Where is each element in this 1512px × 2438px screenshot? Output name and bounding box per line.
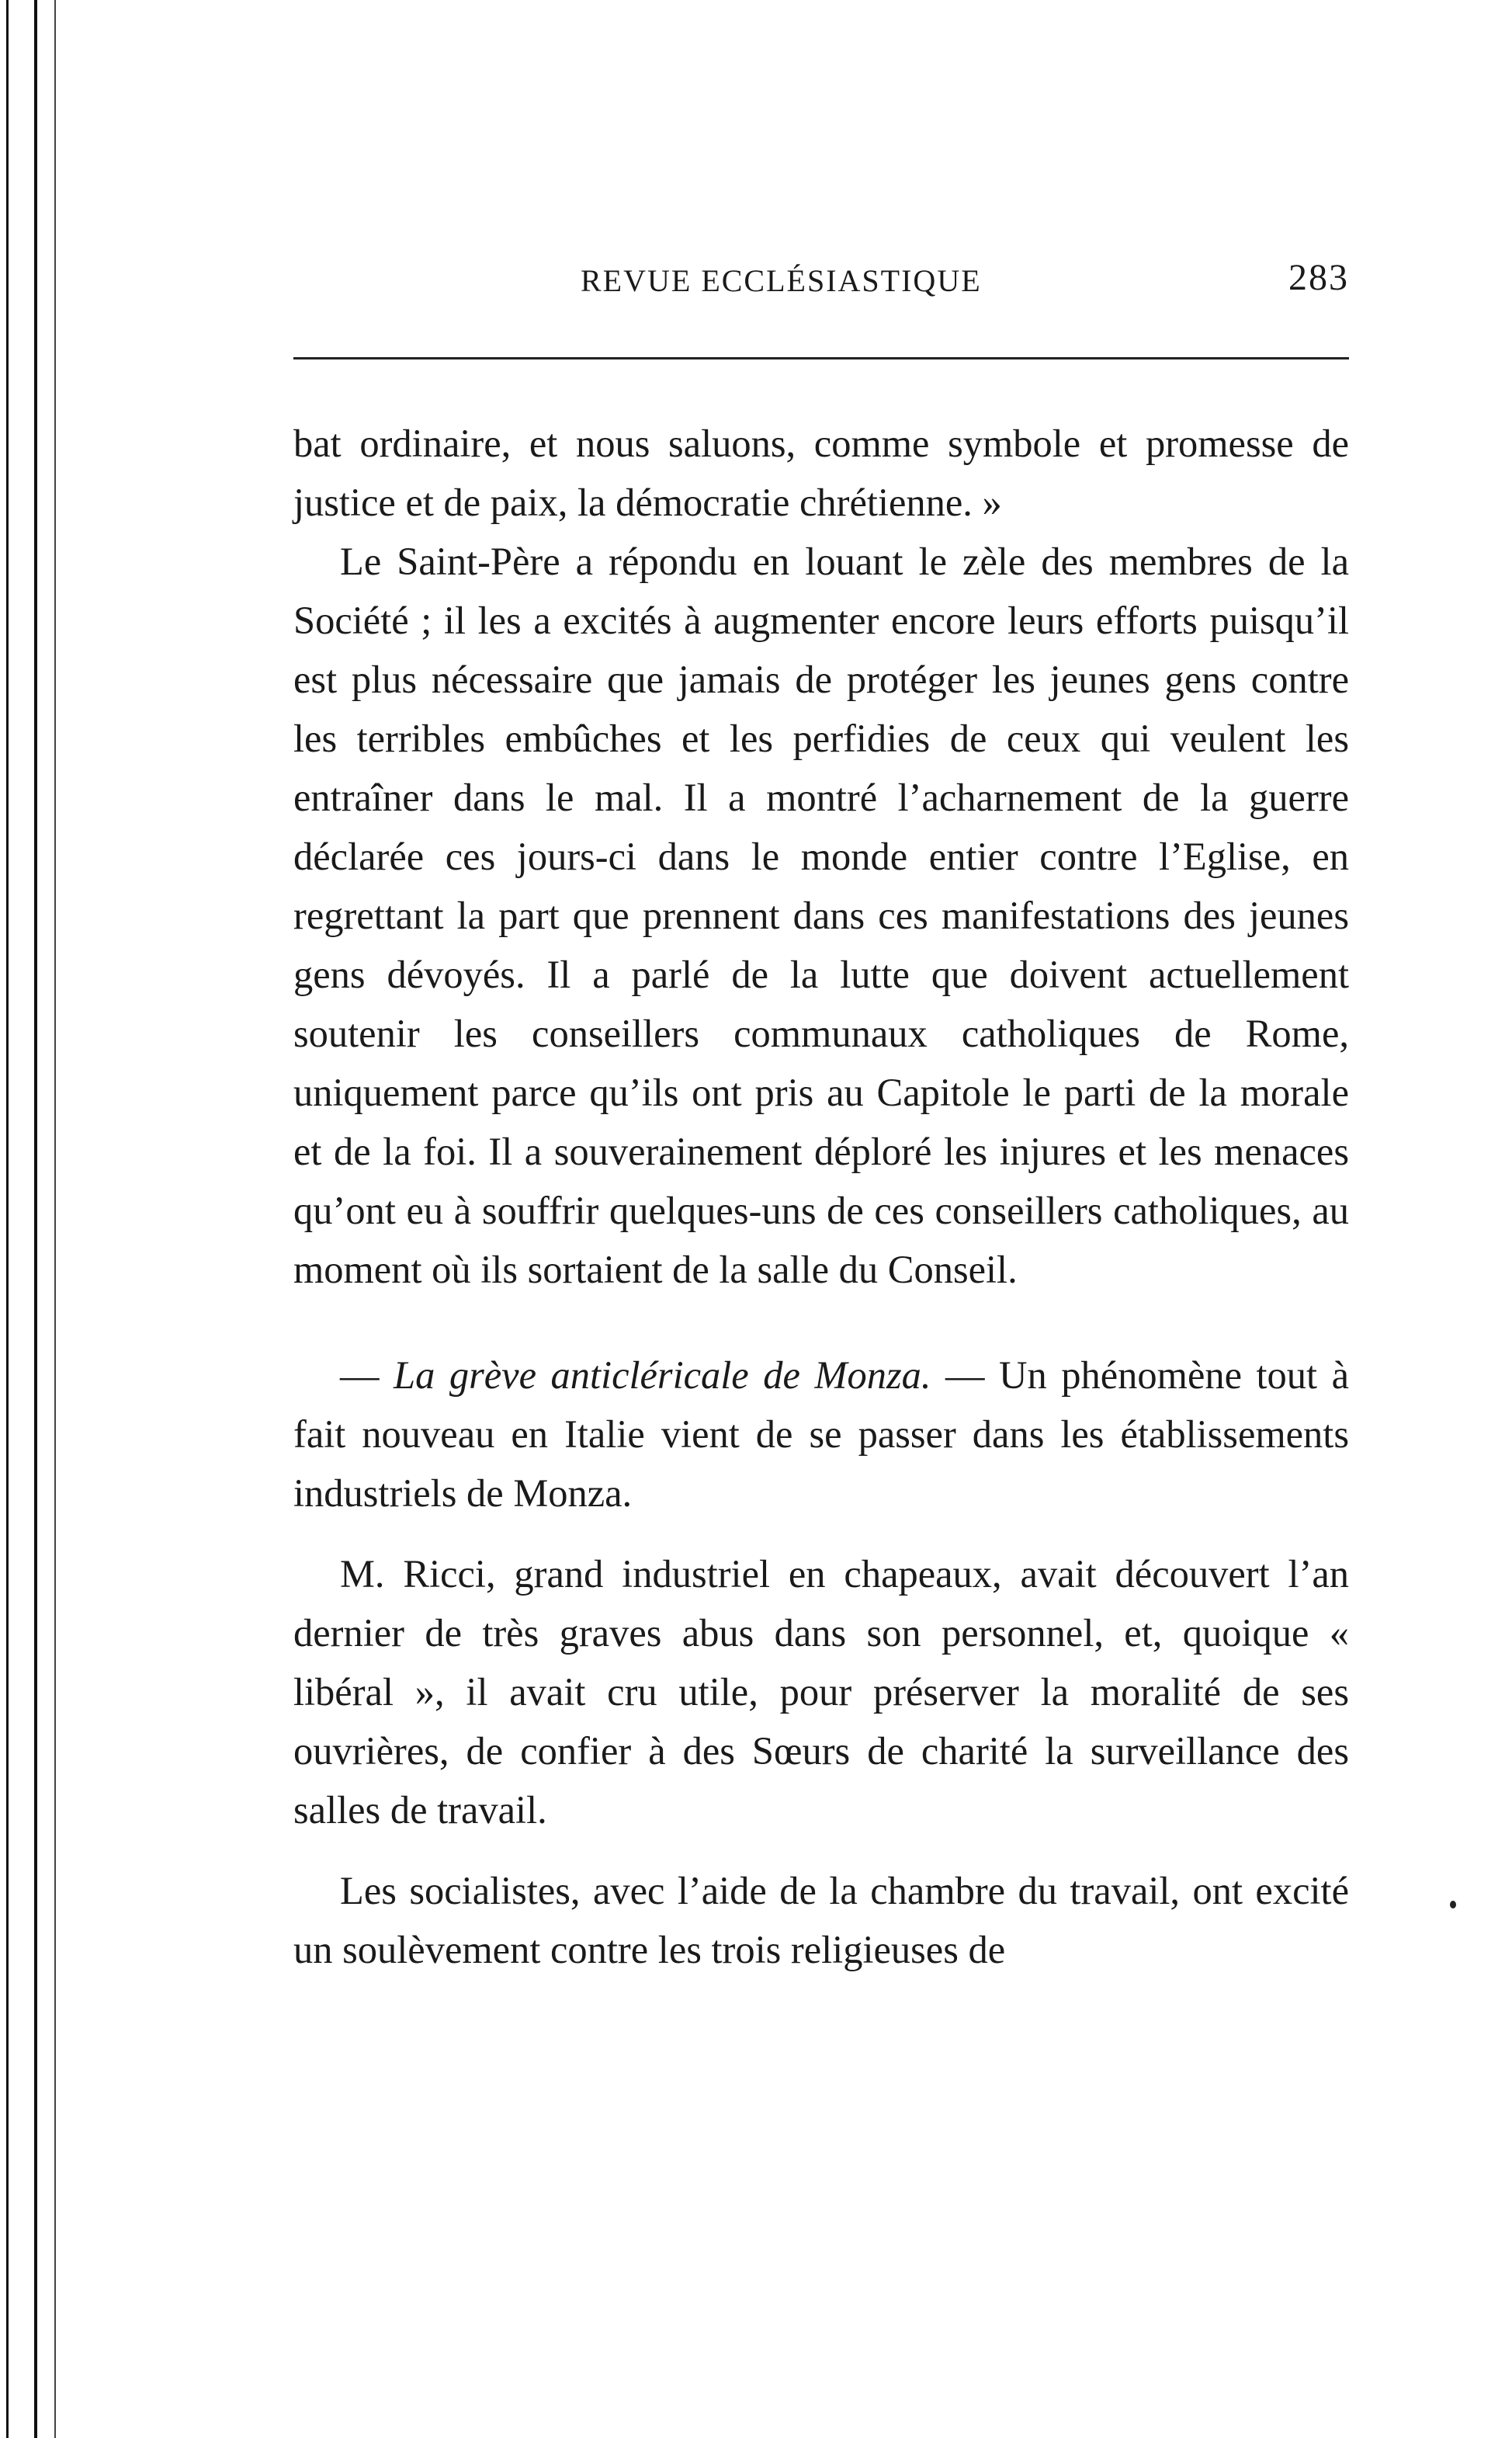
paragraph: bat ordinaire, et nous saluons, comme symbole et promesse de justice et de paix, la démocratie chrétienne. » [293,422,1349,524]
page-header [293,233,1349,303]
paragraph-section-heading [293,1346,1349,1523]
body-text [293,414,1349,1979]
page-number: 283 [1288,257,1349,298]
binding-edge-line [34,0,37,2438]
paragraph: M. Ricci, grand industriel en chapeaux, avait découvert l’an dernier de très graves abus dans son personnel, et, quoique « libéral », il avait cru utile, pour préserver la moralité de ses ouvrières, de confier à des Sœurs de charité la surveillance des salles de travail. [293,1552,1349,1832]
paragraph-text: — Un phénomène tout à fait nouveau en Italie vient de se passer dans les établissements industriels de Monza. [293,1353,1350,1515]
ink-speck [1450,1901,1456,1908]
paragraph: Les socialistes, avec l’aide de la chambre du travail, ont excité un soulèvement contre les trois religieuses de [293,1869,1349,1971]
section-title: La grève anticléricale de Monza. [394,1353,931,1397]
running-title: REVUE ECCLÉSIASTIQUE [581,263,982,298]
book-page [293,233,1349,1979]
dash: — [340,1353,394,1397]
binding-edge-line [6,0,9,2438]
header-rule [293,357,1349,359]
binding-edge-line [54,0,56,2438]
paragraph: Le Saint-Père a répondu en louant le zèle des membres de la Société ; il les a excités à augmenter encore leurs efforts puisqu’il est plus nécessaire que jamais de protéger les jeunes gens contre les terribles embûches et les perfidies de ceux qui veulent les entraîner dans le mal. Il a montré l’acharnement de la guerre déclarée ces jours-ci dans le monde entier contre l’Eglise, en regrettant la part que prennent dans ces manifestations des jeunes gens dévoyés. Il a parlé de la lutte que doivent actuellement soutenir les conseillers communaux catholiques de Rome, uniquement parce qu’ils ont pris au Capitole le parti de la morale et de la foi. Il a souverainement déploré les injures et les menaces qu’ont eu à souffrir quelques-uns de ces conseillers catholiques, au moment où ils sortaient de la salle du Conseil. [293,540,1349,1291]
